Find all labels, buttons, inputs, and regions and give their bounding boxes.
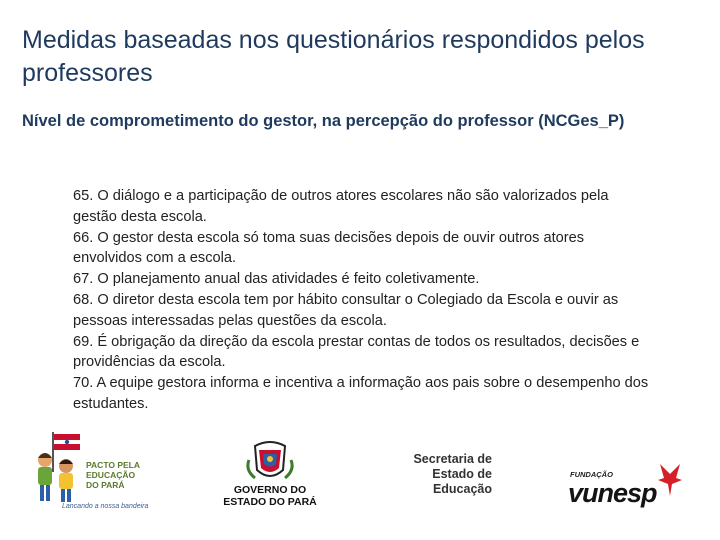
vunesp-wordmark: vunesp (568, 478, 657, 508)
questionnaire-items (73, 186, 653, 415)
secretaria-line-1: Secretaria de (413, 452, 492, 466)
governo-line-1: GOVERNO DO (233, 484, 307, 496)
pacto-line-2: EDUCAÇÃO (86, 470, 136, 480)
pacto-line-1: PACTO PELA (86, 460, 140, 470)
question-item-65: 65. O diálogo e a participação de outros atores escolares não são valorizados pela gestão desta escola. (73, 188, 609, 225)
secretaria-educacao-logo (396, 452, 492, 497)
question-item-68: 68. O diretor desta escola tem por hábito consultar o Colegiado da Escola e ouvir as pessoas interessadas pelas questões da escola. (73, 291, 619, 329)
pacto-line-3: DO PARÁ (86, 480, 125, 490)
vunesp-bird-icon (656, 460, 686, 500)
slide-title: Medidas baseadas nos questionários respondidos pelos professores (22, 26, 645, 87)
question-item-67: 67. O planejamento anual das atividades é feito coletivamente. (73, 271, 480, 288)
governo-para-logo (210, 440, 330, 512)
logo-bar (0, 430, 720, 540)
pacto-tagline: Lancando a nossa bandeira (62, 503, 149, 510)
question-item-69: 69. É obrigação da direção da escola prestar contas de todos os resultados, decisões e providências da escola. (73, 333, 640, 371)
vunesp-fundacao-label: FUNDAÇÃO (570, 470, 613, 479)
fundacao-vunesp-logo (568, 460, 698, 510)
slide-subtitle: Nível de comprometimento do gestor, na percepção do professor (NCGes_P) (22, 112, 625, 130)
question-item-66: 66. O gestor desta escola só toma suas decisões depois de ouvir outros atores envolvidos com a escola. (73, 229, 585, 267)
coat-of-arms-icon (245, 440, 295, 484)
secretaria-line-2: Estado de (432, 467, 492, 481)
pacto-educacao-logo (30, 430, 150, 512)
children-flag-icon (30, 430, 90, 510)
governo-line-2: ESTADO DO PARÁ (223, 496, 317, 508)
secretaria-line-3: Educação (432, 482, 492, 496)
question-item-70: 70. A equipe gestora informa e incentiva a informação aos pais sobre o desempenho dos estudantes. (73, 375, 649, 412)
